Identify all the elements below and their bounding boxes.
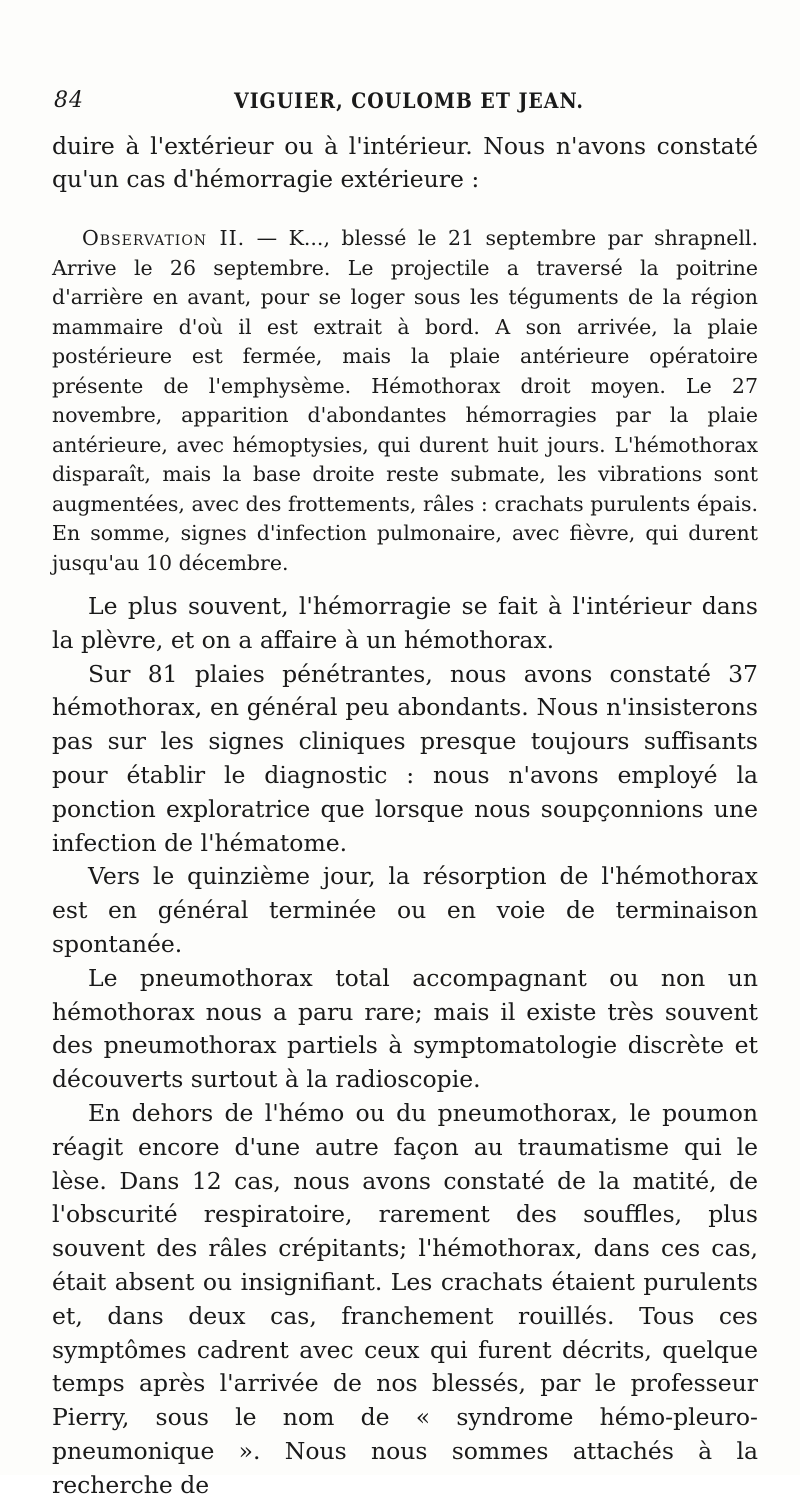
intro-text: duire à l'extérieur ou à l'intérieur. Nous n'avons constaté qu'un cas d'hémorragie extérieure :	[52, 132, 758, 193]
observation-block	[52, 224, 758, 578]
paragraph-plaies-penetrantes: Sur 81 plaies pénétrantes, nous avons constaté 37 hémothorax, en général peu abondants. Nous n'insisterons pas sur les signes cliniques presque toujours suffisants pour établir le diagnostic : nous n'avons employé la ponction exploratrice que lorsque nous soupçonnions une infection de l'hématome.	[52, 659, 758, 857]
paragraph-hemorragie-interieure: Le plus souvent, l'hémorragie se fait à l'intérieur dans la plèvre, et on a affaire à un hémothorax.	[52, 592, 758, 654]
paragraph-pneumothorax: Le pneumothorax total accompagnant ou non un hémothorax nous a paru rare; mais il existe très souvent des pneumothorax partiels à symptomatologie discrète et découverts surtout à la radioscopie.	[52, 963, 758, 1094]
running-title: VIGUIER, COULOMB ET JEAN.	[234, 88, 584, 113]
page-number: 84	[54, 88, 84, 113]
paragraph-resorption: Vers le quinzième jour, la résorption de l'hémothorax est en général terminée ou en voie de terminaison spontanée.	[52, 862, 758, 958]
main-text	[52, 590, 758, 1503]
observation-paragraph	[52, 224, 758, 578]
observation-text: — K..., blessé le 21 septembre par shrapnell. Arrive le 26 septembre. Le projectile a traversé la poitrine d'arrière en avant, pour se loger sous les téguments de la région mammaire d'où il est extrait à bord. A son arrivée, la plaie postérieure est fermée, mais la plaie antérieure opératoire présente de l'emphysème. Hémothorax droit moyen. Le 27 novembre, apparition d'abondantes hémorragies par la plaie antérieure, avec hémoptysies, qui durent huit jours. L'hémothorax disparaît, mais la base droite reste submate, les vibrations sont augmentées, avec des frottements, râles : crachats purulents épais. En somme, signes d'infection pulmonaire, avec fièvre, qui durent jusqu'au 10 décembre.	[52, 226, 758, 575]
page-header	[54, 88, 764, 118]
observation-heading: Observation II.	[82, 226, 246, 250]
intro-paragraph	[52, 130, 758, 196]
paragraph-reaction-poumon: En dehors de l'hémo ou du pneumothorax, le poumon réagit encore d'une autre façon au traumatisme qui le lèse. Dans 12 cas, nous avons constaté de la matité, de l'obscurité respiratoire, rarement des souffles, plus souvent des râles crépitants; l'hémothorax, dans ces cas, était absent ou insignifiant. Les crachats étaient purulents et, dans deux cas, franchement rouillés. Tous ces symptômes cadrent avec ceux qui furent décrits, quelque temps après l'arrivée de nos blessés, par le professeur Pierry, sous le nom de « syndrome hémo-pleuro-pneumonique ». Nous nous sommes attachés à la recherche de	[52, 1098, 758, 1499]
